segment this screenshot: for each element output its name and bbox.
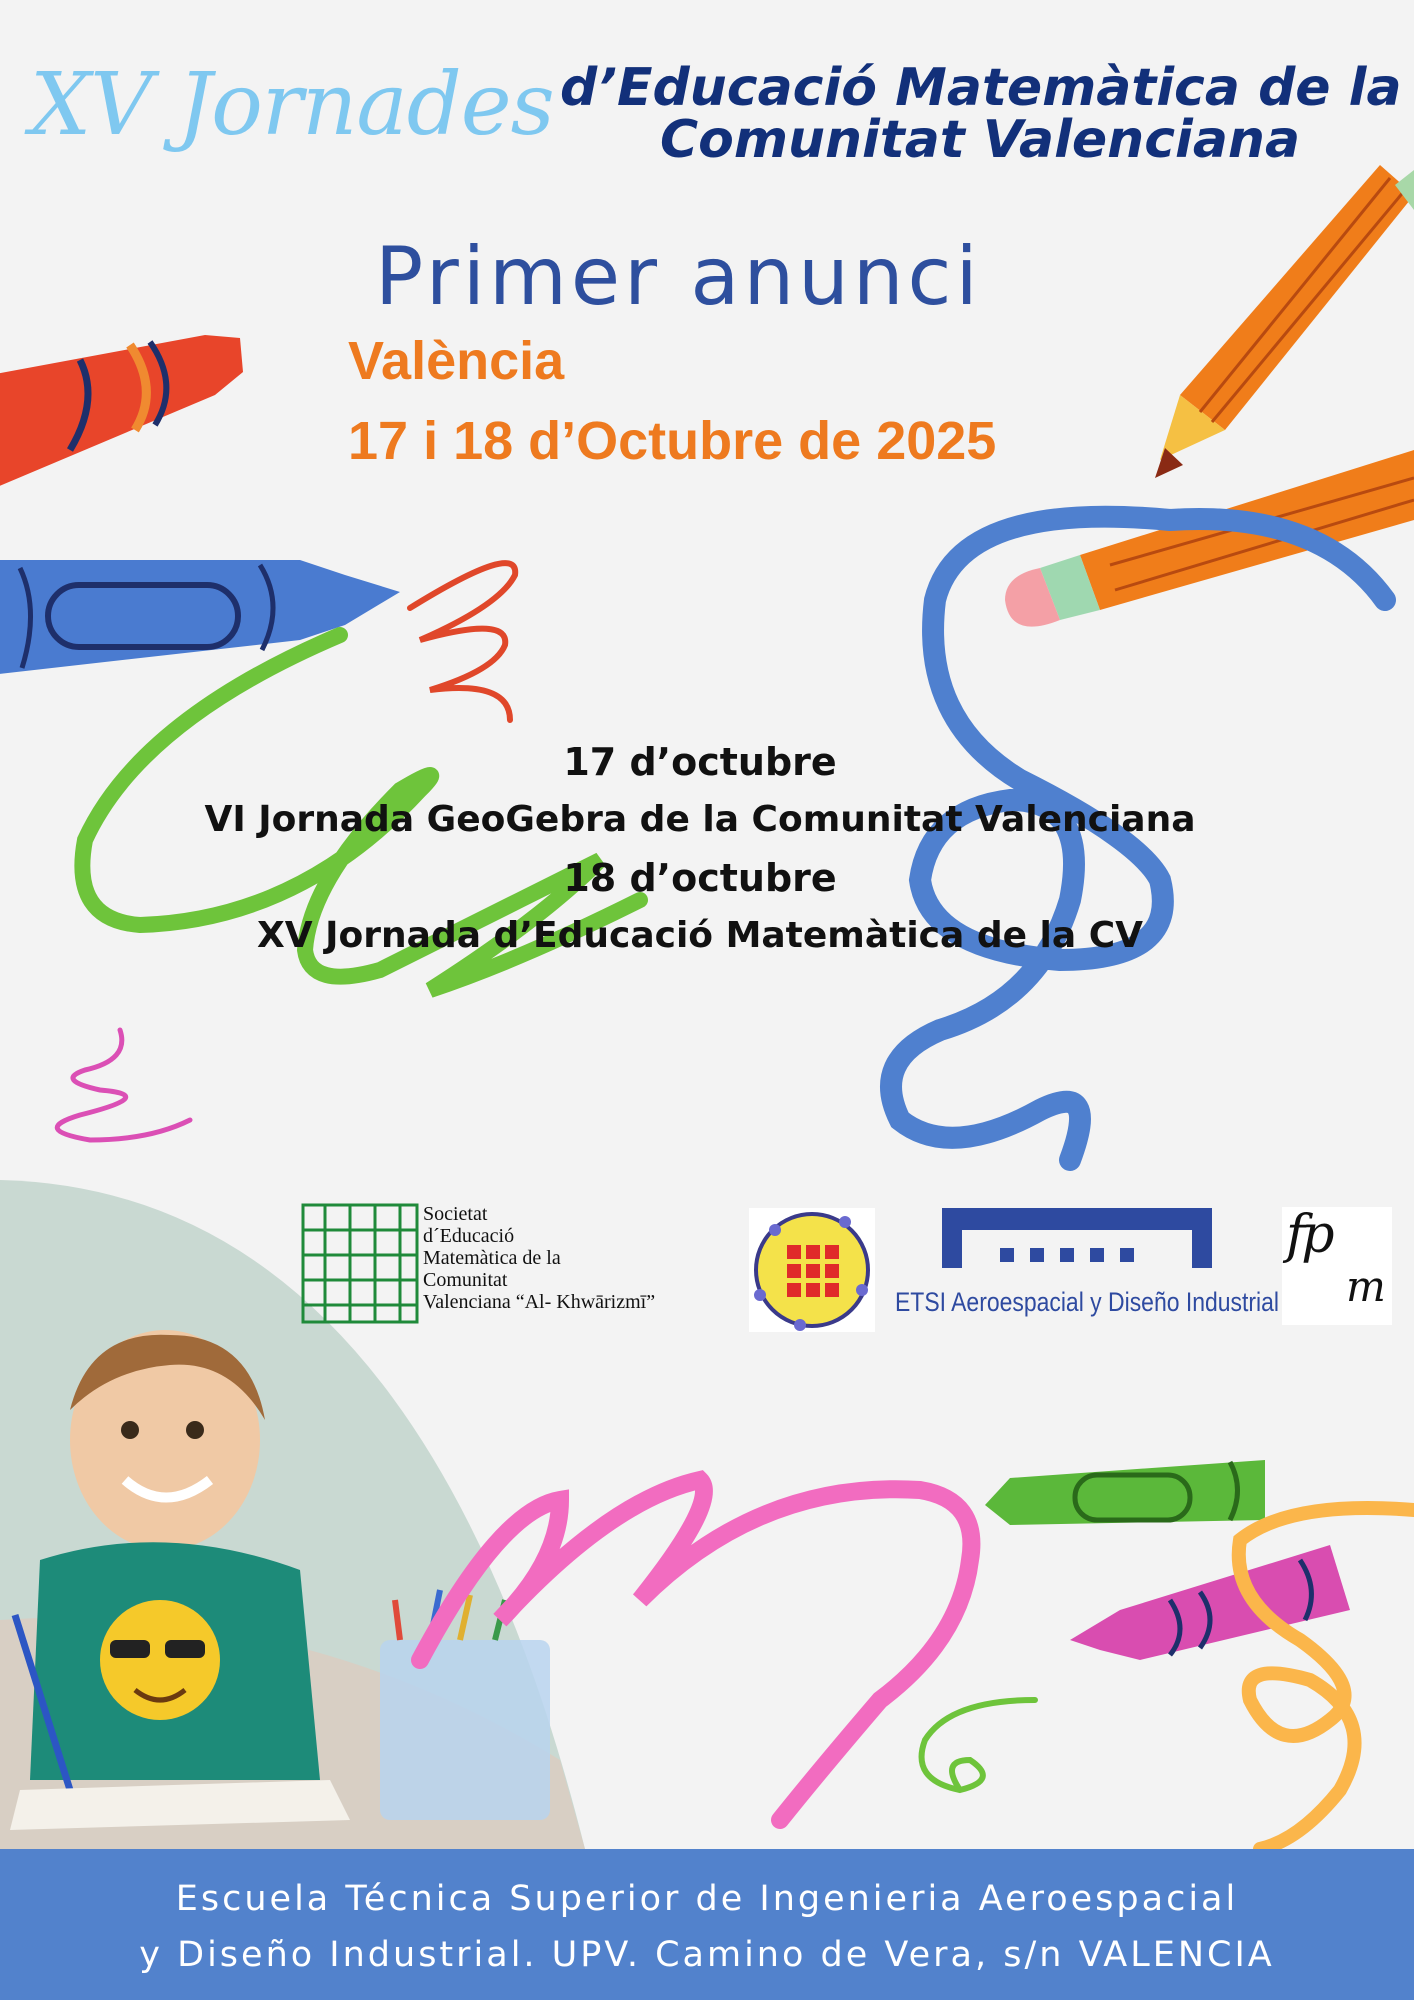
footer-address — [0, 1871, 1414, 1983]
main-title-line-2: Comunitat Valenciana — [659, 110, 1301, 170]
program-date: 17 d’octubre — [563, 740, 837, 784]
red-crayon-icon — [0, 335, 243, 490]
fespm-logo-bottom: m — [1346, 1262, 1386, 1311]
event-dates: 17 i 18 d’Octubre de 2025 — [348, 411, 997, 471]
etsi-logo-icon — [942, 1208, 1212, 1268]
footer-line-1: Escuela Técnica Superior de Ingenieria Aeroespacial — [175, 1879, 1239, 1919]
program-date: 18 d’octubre — [563, 856, 837, 900]
event-city: València — [348, 331, 565, 391]
semcv-logo-icon — [303, 1205, 417, 1322]
red-squiggle — [410, 563, 515, 720]
pink-squiggle — [57, 1030, 190, 1140]
semcv-line: Comunitat — [423, 1269, 508, 1291]
title-prefix: XV Jornades — [30, 55, 554, 155]
blue-crayon-icon — [0, 560, 400, 675]
main-title — [560, 58, 1402, 170]
program-event: XV Jornada d’Educació Matemàtica de la CV — [257, 915, 1143, 956]
semcv-logo-text — [423, 1203, 655, 1313]
circle-logo-icon — [749, 1208, 875, 1332]
program-event: VI Jornada GeoGebra de la Comunitat Valenciana — [204, 799, 1196, 840]
green-crayon-icon — [985, 1460, 1265, 1525]
etsi-logo-text: ETSI Aeroespacial y Diseño Industrial — [895, 1287, 1279, 1317]
announcement-subtitle: Primer anunci — [375, 230, 982, 323]
fespm-logo-top: fp — [1286, 1205, 1331, 1265]
semcv-line: Matemàtica de la — [423, 1247, 561, 1269]
semcv-line: Valenciana “Al- Khwārizmī” — [423, 1291, 656, 1313]
footer-line-2: y Diseño Industrial. UPV. Camino de Vera, s/n VALENCIA — [139, 1935, 1275, 1975]
pencil-icon — [1005, 450, 1414, 627]
main-title-line-1: d’Educació Matemàtica de la — [560, 58, 1402, 118]
pencil-icon — [1155, 165, 1414, 478]
semcv-line: Societat — [423, 1203, 488, 1225]
footer-bar — [0, 1849, 1414, 2000]
program — [130, 733, 1270, 965]
green-squiggle-small — [922, 1700, 1035, 1790]
semcv-line: d´Educació — [423, 1225, 515, 1247]
